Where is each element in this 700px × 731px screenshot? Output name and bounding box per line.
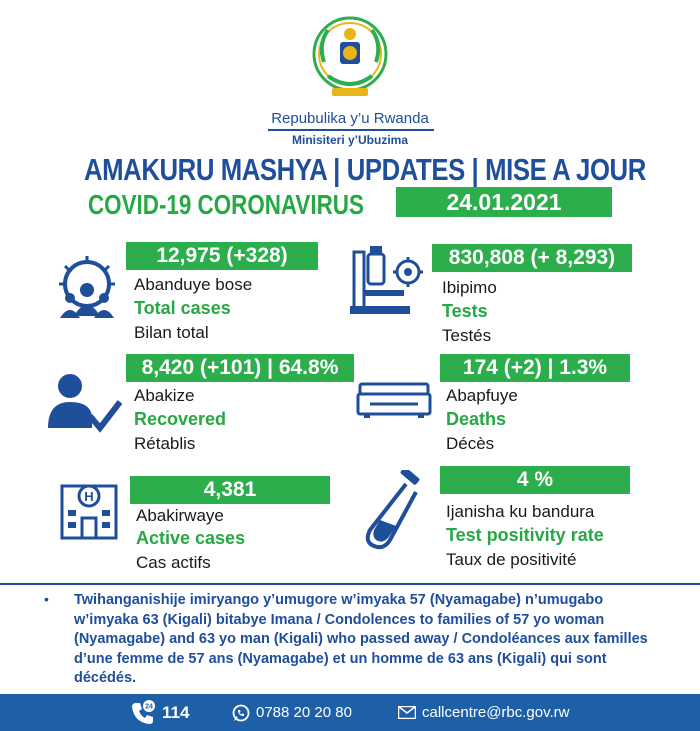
person-check-icon [44,372,122,434]
coffin-icon [356,380,432,420]
tests-label-en: Tests [442,301,488,321]
ministry-name: Minisiteri y’Ubuzima [291,133,409,147]
test-tube-icon [360,470,424,552]
header-divider [268,129,434,131]
deaths-label-rw: Abapfuye [446,386,518,405]
total-cases-label-en: Total cases [134,298,231,318]
condolence-notice: Twihanganishije imiryango y’umugore w’imyaka 57 (Nyamagabe) n’umugabo w’imyaka 63 (Kigali) bitabye Imana / Condolences to families of 57 yo woman (Nyamagabe) and 63 yo man (Kigali) who passed away / Condoléances aux familles d’une femme de 57 ans (Nyamagabe) et un homme de 63 ans (Kigali) qui sont décédés. [74,592,648,686]
country-name: Repubulika y’u Rwanda [271,110,429,127]
tests-label-fr: Testés [442,326,492,345]
email-address[interactable]: callcentre@rbc.gov.rw [422,704,570,721]
hotline-number[interactable]: 114 [162,703,190,722]
whatsapp-icon [232,704,250,722]
people-virus-icon [56,254,118,322]
email-icon [398,706,416,719]
positivity-label-rw: Ijanisha ku bandura [446,502,595,521]
positivity-value: 4 % [440,466,630,494]
notice-divider [0,583,700,585]
tests-value: 830,808 (+ 8,293) [432,244,632,272]
whatsapp-number[interactable]: 0788 20 20 80 [256,704,352,721]
positivity-label-fr: Taux de positivité [446,550,577,569]
deaths-label-en: Deaths [446,409,507,429]
active-cases-label-en: Active cases [136,528,246,548]
active-cases-value: 4,381 [130,476,330,504]
contact-footer [0,694,700,731]
total-cases-value: 12,975 (+328) [126,242,318,270]
subheadline: COVID-19 CORONAVIRUS [88,189,364,220]
active-cases-label-fr: Cas actifs [136,553,211,572]
recovered-label-fr: Rétablis [134,434,196,453]
headline: AMAKURU MASHYA | UPDATES | MISE A JOUR [84,152,646,187]
date-badge: 24.01.2021 [396,187,612,217]
microscope-icon [348,244,424,316]
hotline-badge: 24 [145,703,153,711]
phone-24-icon [130,700,156,726]
total-cases-label-rw: Abanduye bose [134,275,253,294]
deaths-label-fr: Décès [446,434,495,453]
recovered-label-en: Recovered [134,409,227,429]
total-cases-label-fr: Bilan total [134,323,209,342]
recovered-label-rw: Abakize [134,386,195,405]
rwanda-coat-of-arms-seal [306,14,394,106]
positivity-label-en: Test positivity rate [446,525,604,545]
svg-text:H: H [84,489,94,504]
notice-bullet: • [44,591,49,607]
deaths-value: 174 (+2) | 1.3% [440,354,630,382]
recovered-value: 8,420 (+101) | 64.8% [126,354,354,382]
active-cases-label-rw: Abakirwaye [136,506,224,525]
hospital-icon [60,478,118,540]
tests-label-rw: Ibipimo [442,278,497,297]
